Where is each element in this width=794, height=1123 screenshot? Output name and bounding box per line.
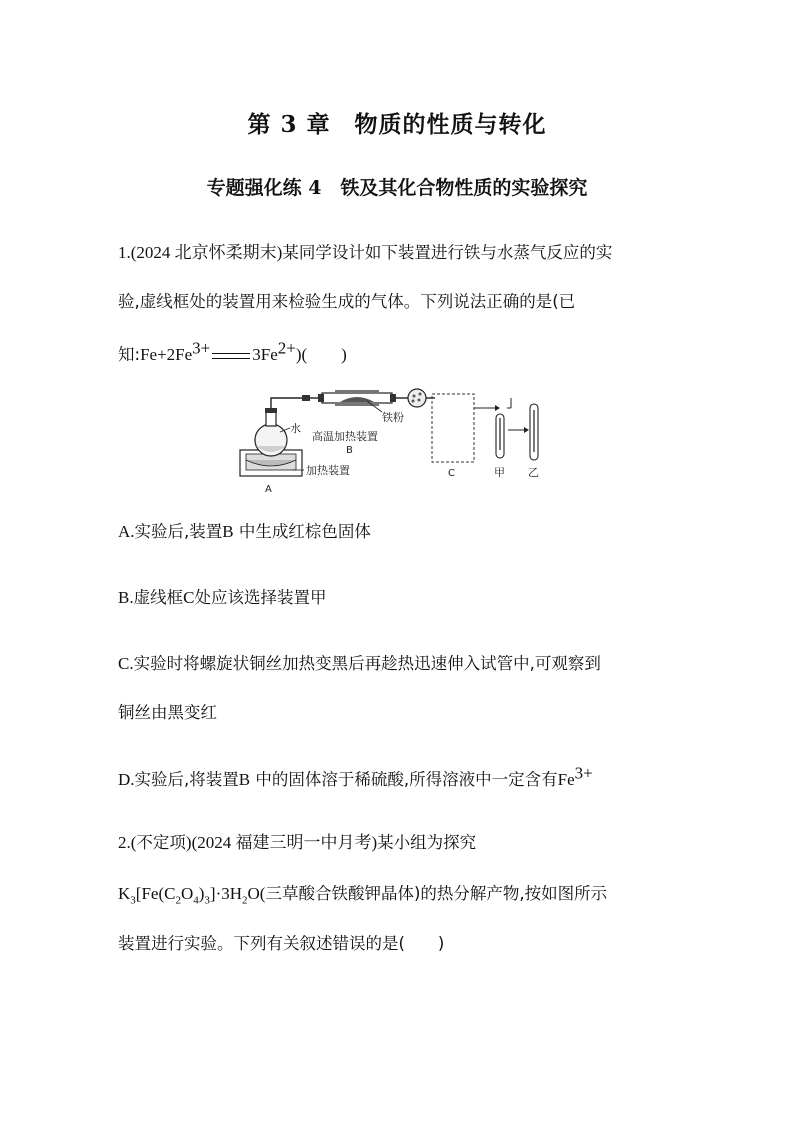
drying-tube-shape (408, 389, 426, 407)
q1-source: 1.(2024 北京怀柔期末) (118, 243, 283, 262)
option-d-text-1: 实验后, (134, 770, 190, 789)
q1-stem-1: 某同学设计如下装置进行铁与水蒸气反应的实 (282, 243, 613, 262)
apparatus-figure (232, 388, 562, 498)
label-c: C (448, 468, 455, 479)
option-d-text-4: 中的固体溶于稀硫酸, (255, 770, 410, 789)
q1-stem-2b: 虚线框处的装置用来检验生成的气体。下列说法正确的是( (139, 292, 559, 311)
q2-number: 2.( (118, 833, 137, 852)
option-d (118, 763, 593, 790)
label-a: A (265, 484, 272, 495)
q2-stem-1: 某小组为探究 (377, 833, 477, 852)
option-c-text-2: ,可观察到 (529, 654, 601, 673)
label-yi: 乙 (528, 466, 539, 479)
q1-line3 (118, 340, 347, 365)
q2-type: 不定项 (136, 833, 186, 852)
option-c-text-1: 实验时将螺旋状铜丝加热变黑后再趁热迅速伸入试管中 (133, 654, 530, 673)
label-jia: 甲 (494, 466, 505, 479)
option-b-letter: B. (118, 588, 134, 607)
option-c-text-3: 铜丝由黑变红 (118, 703, 217, 722)
q2-formula: $K_3[Fe(C_2O_4)_3]\cdot 3H_2O$( (118, 884, 266, 907)
q2-line3 (118, 930, 444, 954)
option-a-text-1: 实验后, (134, 522, 190, 541)
option-c-letter: C. (118, 654, 134, 673)
option-a (118, 518, 371, 542)
q2-stem-3: 装置进行实验。下列有关叙述错误的是( ) (118, 934, 445, 953)
option-d-ion: Fe (557, 770, 575, 789)
option-d-text-3: B (238, 770, 251, 789)
equation-left-charge: 3+ (192, 338, 211, 358)
option-d-text-2: 将装置 (189, 770, 239, 789)
label-heater-a: 加热装置 (306, 464, 350, 477)
section-title: 专题强化练 4 铁及其化合物性质的实验探究 (206, 177, 588, 199)
option-c-line1 (118, 650, 601, 674)
equation-equals-sign (212, 353, 250, 359)
equation-right-charge: 2+ (277, 338, 296, 358)
q1-stem-2a: 验, (118, 292, 140, 311)
option-b-text-3: 处应该选择装置甲 (194, 588, 327, 607)
option-a-letter: A. (118, 522, 135, 541)
option-a-text-4: 中生成红棕色固体 (238, 522, 371, 541)
q1-line2 (118, 288, 575, 312)
option-b (118, 584, 326, 608)
option-d-letter: D. (118, 770, 135, 789)
option-b-text-1: 虚线框 (133, 588, 184, 607)
option-a-text-3: B (222, 522, 234, 541)
label-iron-powder: 铁粉 (382, 411, 404, 424)
label-heater-b: 高温加热装置 (312, 430, 378, 443)
option-a-text-2: 装置 (189, 522, 223, 541)
label-b: B (346, 445, 353, 456)
q1-answer-blank: )( ) (295, 345, 347, 364)
q2-source: )(2024 福建三明一中月考) (185, 833, 378, 852)
q2-line2 (118, 880, 608, 907)
apparatus-diagram (232, 388, 562, 498)
label-water: 水 (290, 422, 301, 435)
option-c-line2 (118, 699, 217, 723)
dashed-box-c (432, 394, 474, 462)
option-d-text-5: 所得溶液中一定含有 (409, 770, 558, 789)
equation-left: Fe+2Fe (140, 345, 193, 364)
q1-stem-2c: 已 (558, 292, 576, 311)
q1-line1 (118, 238, 612, 263)
q2-line1 (118, 828, 476, 853)
option-b-text-2: C (183, 588, 195, 607)
q2-stem-2: )的热分解产物,按如图所示 (413, 884, 608, 903)
q2-compound-name: 三草酸合铁酸钾晶体 (265, 884, 414, 903)
equation-right: 3Fe (252, 345, 278, 364)
q1-known: 知: (118, 345, 141, 364)
option-d-ion-charge: 3+ (574, 763, 593, 783)
chapter-title: 第 3 章 物质的性质与转化 (247, 111, 547, 138)
